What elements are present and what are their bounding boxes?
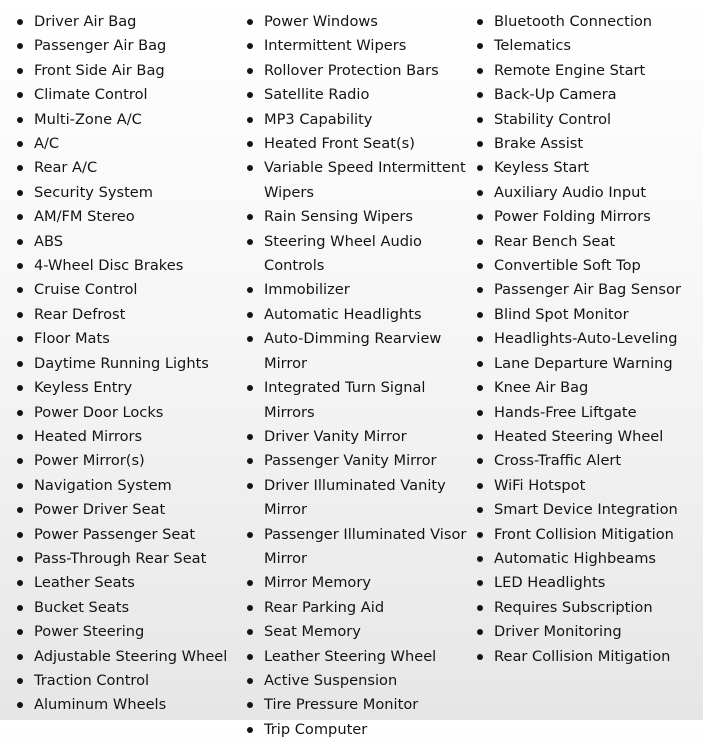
feature-item: Intermittent Wipers [244, 34, 476, 58]
feature-item: Front Collision Mitigation [474, 523, 700, 547]
feature-item: Passenger Air Bag Sensor [474, 278, 700, 302]
feature-item: Power Passenger Seat [14, 523, 238, 547]
feature-item: Mirror Memory [244, 571, 476, 595]
feature-item: Driver Illuminated Vanity Mirror [244, 474, 476, 523]
feature-item: Lane Departure Warning [474, 352, 700, 376]
feature-item: Power Windows [244, 10, 476, 34]
feature-item: Rear Bench Seat [474, 230, 700, 254]
feature-item: Seat Memory [244, 620, 476, 644]
feature-item: Requires Subscription [474, 596, 700, 620]
feature-item: Automatic Headlights [244, 303, 476, 327]
feature-item: Driver Monitoring [474, 620, 700, 644]
feature-item: Passenger Vanity Mirror [244, 449, 476, 473]
feature-item: Rollover Protection Bars [244, 59, 476, 83]
feature-item: Blind Spot Monitor [474, 303, 700, 327]
feature-item: Navigation System [14, 474, 238, 498]
feature-item: Heated Mirrors [14, 425, 238, 449]
feature-item: Keyless Entry [14, 376, 238, 400]
feature-item: Passenger Air Bag [14, 34, 238, 58]
feature-item: Power Mirror(s) [14, 449, 238, 473]
feature-item: Traction Control [14, 669, 238, 693]
feature-item: WiFi Hotspot [474, 474, 700, 498]
feature-item: Daytime Running Lights [14, 352, 238, 376]
feature-item: Active Suspension [244, 669, 476, 693]
feature-item: Heated Steering Wheel [474, 425, 700, 449]
feature-item: Rain Sensing Wipers [244, 205, 476, 229]
feature-item: Cross-Traffic Alert [474, 449, 700, 473]
feature-item: Front Side Air Bag [14, 59, 238, 83]
feature-item: Leather Seats [14, 571, 238, 595]
feature-column-1 [14, 10, 238, 718]
feature-item: ABS [14, 230, 238, 254]
feature-item: Aluminum Wheels [14, 693, 238, 717]
feature-item: Passenger Illuminated Visor Mirror [244, 523, 476, 572]
feature-item: Auxiliary Audio Input [474, 181, 700, 205]
feature-item: MP3 Capability [244, 108, 476, 132]
feature-item: Convertible Soft Top [474, 254, 700, 278]
feature-item: Steering Wheel Audio Controls [244, 230, 476, 279]
feature-item: Multi-Zone A/C [14, 108, 238, 132]
feature-item: Tire Pressure Monitor [244, 693, 476, 717]
feature-item: Trip Computer [244, 718, 476, 742]
feature-item: LED Headlights [474, 571, 700, 595]
feature-item: Power Steering [14, 620, 238, 644]
feature-item: Power Folding Mirrors [474, 205, 700, 229]
feature-item: Brake Assist [474, 132, 700, 156]
feature-item: Variable Speed Intermittent Wipers [244, 156, 476, 205]
feature-item: Rear A/C [14, 156, 238, 180]
feature-item: Headlights-Auto-Leveling [474, 327, 700, 351]
feature-column-2 [244, 10, 476, 742]
feature-item: Remote Engine Start [474, 59, 700, 83]
feature-item: AM/FM Stereo [14, 205, 238, 229]
feature-item: Auto-Dimming Rearview Mirror [244, 327, 476, 376]
feature-item: Rear Defrost [14, 303, 238, 327]
feature-item: Security System [14, 181, 238, 205]
feature-item: Climate Control [14, 83, 238, 107]
feature-item: Rear Parking Aid [244, 596, 476, 620]
feature-item: Driver Air Bag [14, 10, 238, 34]
feature-item: Bluetooth Connection [474, 10, 700, 34]
feature-item: Keyless Start [474, 156, 700, 180]
feature-item: Rear Collision Mitigation [474, 645, 700, 669]
feature-item: Automatic Highbeams [474, 547, 700, 571]
feature-item: Satellite Radio [244, 83, 476, 107]
feature-item: Power Driver Seat [14, 498, 238, 522]
feature-item: Bucket Seats [14, 596, 238, 620]
feature-item: Leather Steering Wheel [244, 645, 476, 669]
feature-item: Pass-Through Rear Seat [14, 547, 238, 571]
feature-item: 4-Wheel Disc Brakes [14, 254, 238, 278]
feature-item: Adjustable Steering Wheel [14, 645, 238, 669]
feature-item: Smart Device Integration [474, 498, 700, 522]
feature-item: Driver Vanity Mirror [244, 425, 476, 449]
feature-item: Telematics [474, 34, 700, 58]
feature-item: Cruise Control [14, 278, 238, 302]
feature-column-3 [474, 10, 700, 669]
feature-item: Integrated Turn Signal Mirrors [244, 376, 476, 425]
feature-item: Power Door Locks [14, 401, 238, 425]
feature-item: Floor Mats [14, 327, 238, 351]
feature-item: Hands-Free Liftgate [474, 401, 700, 425]
feature-item: Immobilizer [244, 278, 476, 302]
feature-item: A/C [14, 132, 238, 156]
feature-item: Stability Control [474, 108, 700, 132]
feature-item: Back-Up Camera [474, 83, 700, 107]
feature-item: Heated Front Seat(s) [244, 132, 476, 156]
feature-item: Knee Air Bag [474, 376, 700, 400]
